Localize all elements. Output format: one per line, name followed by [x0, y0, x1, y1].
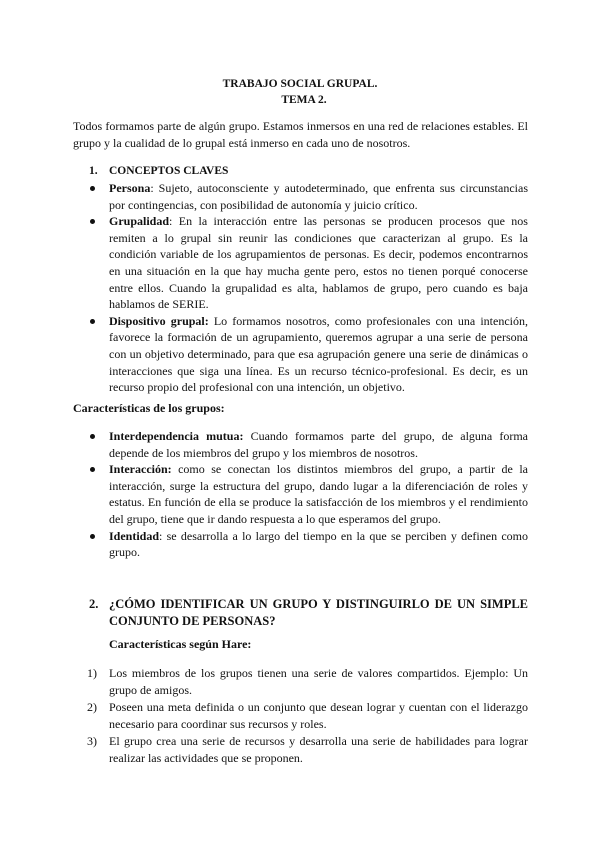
section1-number: 1.: [89, 165, 98, 177]
intro-paragraph: Todos formamos parte de algún grupo. Estamos inmersos en una red de relaciones estables. El grupo y la cualidad de lo grupal está inmerso en cada uno de nosotros.: [73, 119, 528, 150]
item-text: como se conectan los distintos miembros del grupo, a partir de la interacción, surge la estructura del grupo, dando lugar a la diferenciación de roles y estatus. En función de ella se produce la satisfacción de los miembros y el rendimiento del grupo, tiene que ir dando respuesta a lo que esperamos del grupo.: [109, 462, 528, 526]
item-number: 2): [87, 700, 97, 714]
list-item: Persona: Sujeto, autoconsciente y autodeterminado, que enfrenta sus circunstancias por contingencias, con posibilidad de autonomía y juicio crítico.: [73, 180, 528, 213]
section1-list: [73, 180, 528, 396]
item-term: Dispositivo grupal:: [109, 313, 209, 328]
item-text: El grupo crea una serie de recursos y desarrolla una serie de habilidades para lograr realizar las actividades que se proponen.: [109, 734, 528, 765]
item-term: Interacción:: [109, 462, 172, 477]
item-term: Grupalidad: [109, 214, 170, 229]
document-title: TRABAJO SOCIAL GRUPAL.: [222, 78, 378, 90]
item-text: Sujeto, autoconsciente y autodeterminado, que enfrenta sus circunstancias por contingencias, con posibilidad de autonomía y juicio crítico.: [109, 181, 528, 212]
item-text: Lo formamos nosotros, como profesionales con una intención, favorece la formación de un agrupamiento, queremos agrupar a una serie de persona con un objetivo determinado, para que esa agrupación genere una serie de dinámicas o interacciones que siga una línea. Es un recurso técnico-profesional. Es decir, es un recurso propio del profesional con una intención, un objetivo.: [109, 313, 528, 395]
list-item: [73, 461, 528, 527]
section2-heading: [73, 596, 528, 630]
list-item: [73, 428, 528, 461]
item-term: Persona: [109, 181, 151, 195]
section1-title: CONCEPTOS CLAVES: [109, 165, 229, 177]
bullet-icon: [90, 319, 95, 324]
item-text: Los miembros de los grupos tienen una serie de valores compartidos. Ejemplo: Un grupo de amigos.: [109, 666, 528, 697]
item-term: Interdependencia mutua:: [109, 429, 244, 443]
bullet-icon: [90, 434, 95, 439]
caracteristicas-heading: Características de los grupos:: [73, 401, 225, 415]
item-number: 1): [87, 666, 97, 680]
item-number: 3): [87, 734, 97, 748]
list-item: [73, 733, 528, 767]
item-term: Identidad: [109, 528, 160, 543]
list-item: Identidad: se desarrolla a lo largo del tiempo en la que se perciben y definen como grupo.: [73, 528, 528, 561]
item-text: se desarrolla a lo largo del tiempo en la que se perciben y definen como grupo.: [109, 528, 528, 560]
bullet-icon: [90, 534, 95, 539]
document-subtitle: TEMA 2.: [281, 94, 327, 106]
bullet-icon: [90, 186, 95, 191]
item-text: Poseen una meta definida o un conjunto que desean lograr y cuentan con el liderazgo necesario para coordinar sus recursos y roles.: [109, 700, 528, 731]
caracteristicas-list: [73, 428, 528, 561]
section2-subheading: Características según Hare:: [109, 637, 252, 651]
list-item: [73, 665, 528, 699]
section1-heading: [73, 163, 528, 180]
list-item: Grupalidad: En la interacción entre las personas se producen procesos que nos remiten a lo grupal sin reunir las condiciones que caracterizan al grupo. Es la condición variable de los agrupamientos de personas. Es decir, podemos encontrarnos en una situación en la que hay mucha gente pero, estos no tienen porqué conocerse entre ellos. Cuando la grupalidad es alta, hablamos de grupo, pero cuando es baja hablamos de SERIE.: [73, 213, 528, 313]
list-item: [73, 699, 528, 733]
item-text: En la interacción entre las personas se producen procesos que nos remiten a lo grupal sin reunir las condiciones que caracterizan al grupo. Es la condición variable de los agrupamientos de personas. Es decir, podemos encontrarnos en una situación en la que hay mucha gente pero, estos no tienen porqué conocerse entre ellos. Cuando la grupalidad es alta, hablamos de grupo, pero cuando es baja hablamos de SERIE.: [109, 214, 528, 312]
bullet-icon: [90, 219, 95, 224]
bullet-icon: [90, 467, 95, 472]
section2-title: ¿CÓMO IDENTIFICAR UN GRUPO Y DISTINGUIRLO DE UN SIMPLE CONJUNTO DE PERSONAS?: [109, 597, 528, 628]
section2-number: 2.: [89, 597, 99, 611]
section2-list: [73, 665, 528, 767]
item-text: Cuando formamos parte del grupo, de alguna forma depende de los miembros del grupo y los miembros de nosotros.: [109, 429, 529, 460]
list-item: [73, 313, 528, 396]
